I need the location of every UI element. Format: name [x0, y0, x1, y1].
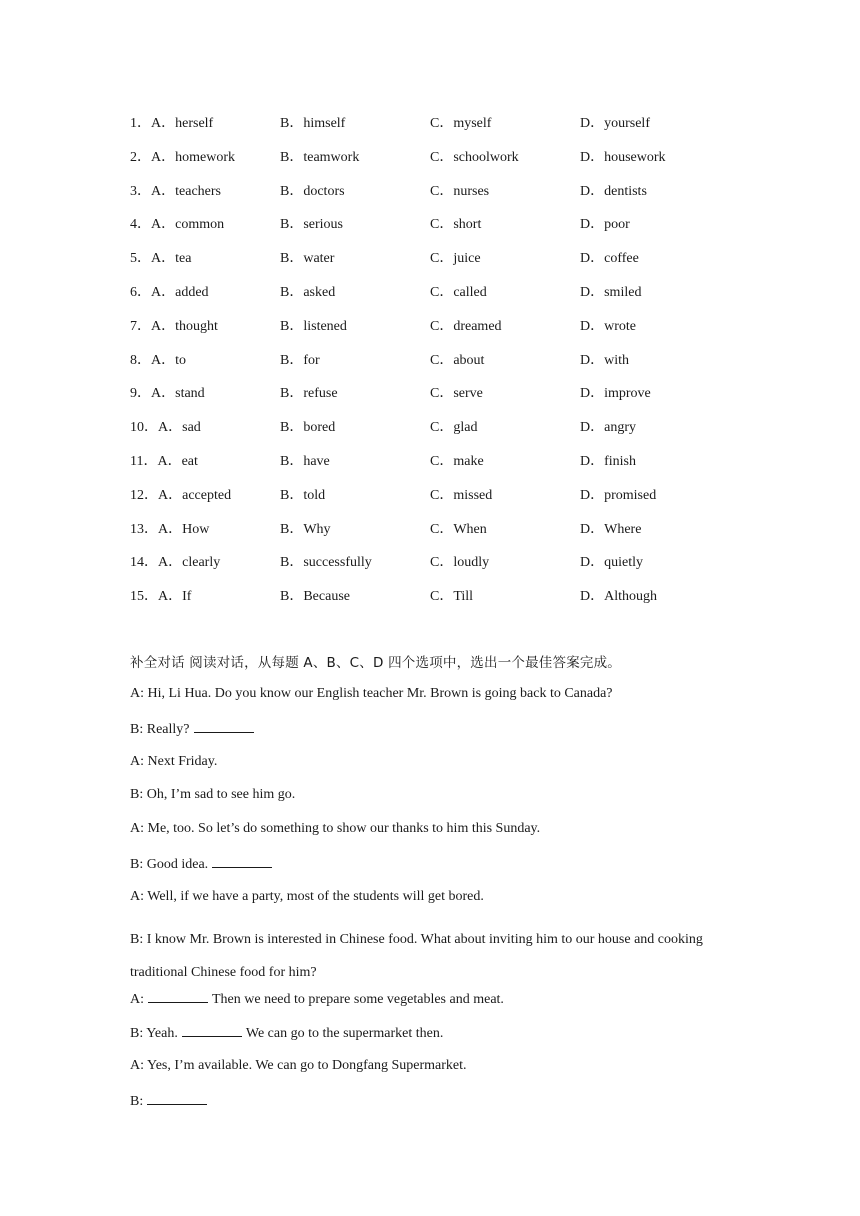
option-c: C．nurses — [430, 183, 490, 199]
option-c: C．make — [430, 453, 484, 469]
question-number-option-a — [130, 416, 201, 436]
option-b: B．bored — [280, 420, 336, 436]
question-row — [130, 247, 750, 281]
option-b: B．have — [280, 453, 330, 469]
dialogue-text: A: Next Friday. — [130, 753, 218, 769]
option-b: B．successfully — [280, 555, 372, 571]
question-number-option-a — [130, 382, 205, 402]
answer-blank[interactable] — [147, 1092, 207, 1105]
dialogue-text: A: Yes, I’m available. We can go to Dongfang Supermarket. — [130, 1057, 467, 1073]
option-d: D．wrote — [580, 318, 636, 334]
question-number-option-a — [130, 349, 186, 369]
question-number-option-a — [130, 315, 218, 335]
question-number: 2．A． — [130, 149, 176, 165]
dialogue-text: B: Good idea. — [130, 856, 209, 872]
question-number-option-a — [130, 213, 224, 233]
option-a: homework — [175, 149, 236, 165]
option-d: D．yourself — [580, 116, 650, 131]
option-b: B．asked — [280, 284, 336, 300]
question-row — [130, 180, 750, 214]
option-d: D．finish — [580, 453, 636, 469]
option-c: C．juice — [430, 251, 481, 267]
option-b: B．serious — [280, 217, 343, 233]
question-row — [130, 281, 750, 315]
dialogue-lines — [130, 686, 730, 1125]
question-number-option-a — [130, 281, 209, 301]
option-a: common — [175, 217, 225, 233]
question-row — [130, 416, 750, 450]
option-b: B．himself — [280, 116, 346, 131]
question-number: 4．A． — [130, 217, 176, 233]
option-d: D．housework — [580, 149, 666, 165]
option-b: B．told — [280, 487, 326, 503]
option-b: B．Why — [280, 521, 331, 537]
option-c: C．schoolwork — [430, 149, 519, 165]
option-a: added — [175, 284, 209, 300]
dialogue-line — [130, 1092, 730, 1126]
dialogue-heading: 补全对话 阅读对话，从每题 A、B、C、D 四个选项中，选出一个最佳答案完成。 — [130, 655, 621, 671]
question-row — [130, 585, 750, 619]
answer-blank[interactable] — [148, 990, 208, 1003]
question-row — [130, 349, 750, 383]
question-row — [130, 484, 750, 518]
dialogue-line — [130, 787, 730, 821]
cloze-options-list — [130, 112, 750, 619]
option-b: B．doctors — [280, 183, 345, 199]
dialogue-text: B: Oh, I’m sad to see him go. — [130, 787, 296, 803]
question-number: 8．A． — [130, 352, 176, 368]
option-b: B．teamwork — [280, 149, 360, 165]
question-number-option-a — [130, 450, 198, 470]
option-a: thought — [175, 318, 218, 334]
question-number: 5．A． — [130, 251, 176, 267]
question-row — [130, 518, 750, 552]
option-d: D．with — [580, 352, 629, 368]
dialogue-text: B: Yeah. — [130, 1025, 178, 1041]
option-d: D．quietly — [580, 555, 643, 571]
question-row — [130, 450, 750, 484]
question-row — [130, 382, 750, 416]
question-number: 10．A． — [130, 420, 183, 436]
question-number: 13．A． — [130, 521, 183, 537]
dialogue-line — [130, 990, 730, 1024]
option-d: D．coffee — [580, 251, 639, 267]
question-number: 15．A． — [130, 589, 183, 605]
question-row — [130, 551, 750, 585]
option-c: C．loudly — [430, 555, 490, 571]
option-c: C．When — [430, 521, 487, 537]
option-a: accepted — [182, 487, 232, 503]
question-number-option-a — [130, 112, 213, 132]
option-d: D．Where — [580, 521, 642, 537]
question-number-option-a — [130, 585, 191, 605]
answer-blank[interactable] — [182, 1024, 242, 1037]
option-d: D．poor — [580, 217, 630, 233]
dialogue-text: A: Me, too. So let’s do something to show our thanks to him this Sunday. — [130, 821, 541, 837]
dialogue-text: A: Hi, Li Hua. Do you know our English teacher Mr. Brown is going back to Canada? — [130, 686, 613, 701]
question-number: 9．A． — [130, 386, 176, 402]
option-c: C．Till — [430, 589, 474, 605]
option-b: B．for — [280, 352, 320, 368]
dialogue-line — [130, 855, 730, 889]
option-d: D．Although — [580, 589, 657, 605]
option-d: D．smiled — [580, 284, 642, 300]
option-d: D．angry — [580, 420, 636, 436]
option-a: to — [175, 352, 187, 368]
dialogue-line — [130, 923, 730, 991]
question-row — [130, 213, 750, 247]
dialogue-line — [130, 1024, 730, 1058]
option-c: C．myself — [430, 116, 492, 131]
option-a: clearly — [182, 555, 221, 571]
dialogue-text-after-blank: We can go to the supermarket then. — [245, 1025, 444, 1041]
option-a: stand — [175, 386, 205, 402]
option-c: C．glad — [430, 420, 478, 436]
question-number: 12．A． — [130, 487, 183, 503]
answer-blank[interactable] — [212, 855, 272, 868]
question-number: 3．A． — [130, 183, 176, 199]
dialogue-line — [130, 686, 730, 720]
question-number-option-a — [130, 146, 235, 166]
option-d: D．dentists — [580, 183, 647, 199]
answer-blank[interactable] — [194, 720, 254, 733]
dialogue-line — [130, 821, 730, 855]
question-number-option-a — [130, 551, 220, 571]
question-row — [130, 315, 750, 349]
dialogue-line — [130, 720, 730, 754]
question-row — [130, 112, 750, 146]
dialogue-text: A: Well, if we have a party, most of the students will get bored. — [130, 888, 484, 904]
option-c: C．missed — [430, 487, 493, 503]
option-c: C．about — [430, 352, 485, 368]
option-c: C．short — [430, 217, 482, 233]
dialogue-line — [130, 889, 730, 923]
option-b: B．listened — [280, 318, 347, 334]
option-b: B．Because — [280, 589, 350, 605]
dialogue-text: B: I know Mr. Brown is interested in Chinese food. What about inviting him to our house and cooking traditional Chinese food for him? — [130, 931, 703, 981]
option-c: C．serve — [430, 386, 483, 402]
option-a: If — [182, 589, 192, 605]
question-number: 1．A． — [130, 116, 176, 131]
question-number-option-a — [130, 484, 231, 504]
question-number: 14．A． — [130, 555, 183, 571]
question-number: 7．A． — [130, 318, 176, 334]
option-a: How — [182, 521, 210, 537]
question-number: 11．A． — [130, 453, 182, 469]
dialogue-text: B: Really? — [130, 721, 190, 737]
option-b: B．water — [280, 251, 335, 267]
question-number-option-a — [130, 180, 221, 200]
question-number-option-a — [130, 247, 191, 267]
dialogue-text-after-blank: Then we need to prepare some vegetables and meat. — [212, 992, 504, 1008]
option-d: D．improve — [580, 386, 651, 402]
question-number: 6．A． — [130, 284, 176, 300]
dialogue-line — [130, 1058, 730, 1092]
option-c: C．called — [430, 284, 487, 300]
option-b: B．refuse — [280, 386, 338, 402]
question-row — [130, 146, 750, 180]
dialogue-section — [130, 651, 730, 1125]
option-a: tea — [175, 251, 192, 267]
option-a: eat — [181, 453, 198, 469]
option-c: C．dreamed — [430, 318, 502, 334]
option-a: teachers — [175, 183, 221, 199]
option-d: D．promised — [580, 487, 657, 503]
dialogue-line — [130, 754, 730, 788]
dialogue-text: A: — [130, 992, 144, 1008]
dialogue-text: B: — [130, 1093, 144, 1109]
option-a: herself — [175, 116, 214, 131]
question-number-option-a — [130, 518, 209, 538]
option-a: sad — [182, 420, 201, 436]
